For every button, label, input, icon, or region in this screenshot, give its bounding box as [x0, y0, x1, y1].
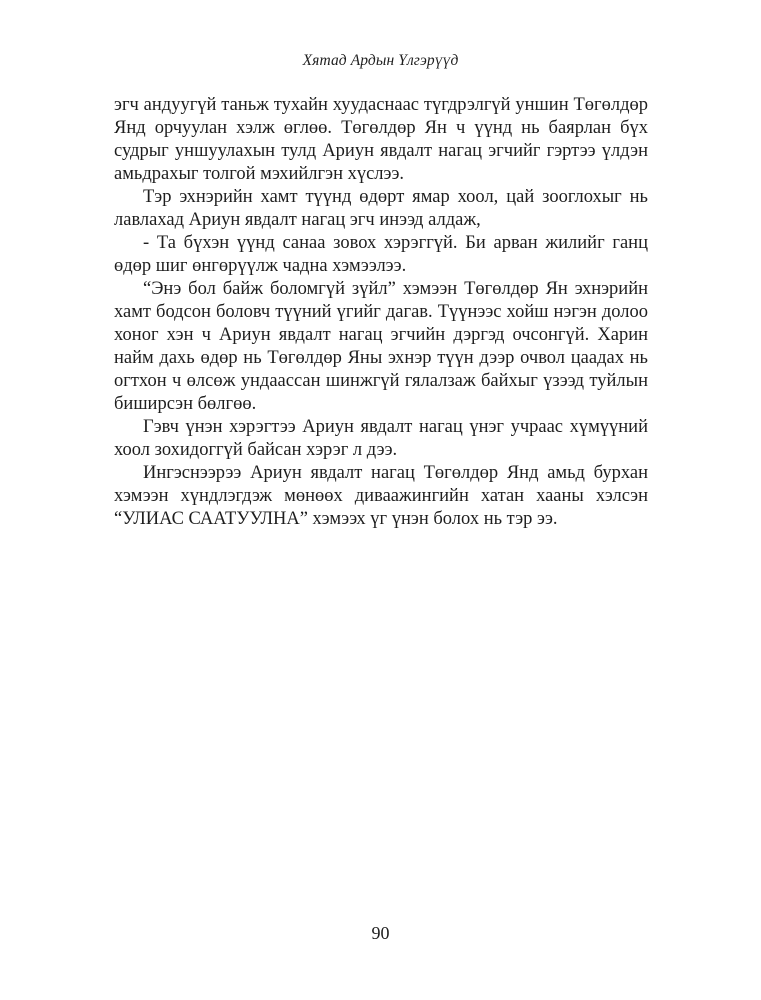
page-body [114, 94, 648, 531]
paragraph-4: “Энэ бол байж боломгүй зүйл” хэмээн Төгөлдөр Ян эхнэрийн хамт бодсон боловч түүний үгийг дагав. Түүнээс хойш нэгэн долоо хоног хэн ч Ариун явдалт нагац эгчийн дэргэд очсонгүй. Харин найм дахь өдөр нь Төгөлдөр Яны эхнэр түүн дээр очвол цаадах нь огтхон ч өлсөж ундаассан шинжгүй гялалзаж байхыг үзээд туйлын биширсэн бөлгөө. [114, 279, 648, 414]
paragraph-6: Ингэснээрээ Ариун явдалт нагац Төгөлдөр Янд амьд бурхан хэмээн хүндлэгдэж мөнөөх диваажингийн хатан хааны хэлсэн “УЛИАС СААТУУЛНА” хэмээх үг үнэн болох нь тэр ээ. [114, 463, 648, 529]
paragraph-1: эгч андуугүй таньж тухайн хуудаснаас түгдрэлгүй уншин Төгөлдөр Янд орчуулан хэлж өглөө. Төгөлдөр Ян ч үүнд нь баярлан бүх судрыг уншуулахын тулд Ариун явдалт нагац эгчийг гэртээ үлдэн амьдрахыг толгой мэхийлгэн хүслээ. [114, 95, 648, 184]
paragraph-3: - Та бүхэн үүнд санаа зовох хэрэггүй. Би арван жилийг ганц өдөр шиг өнгөрүүлж чадна хэмээлээ. [114, 233, 648, 276]
running-header: Хятад Ардын Үлгэрүүд [302, 52, 459, 69]
page-number: 90 [371, 923, 390, 943]
paragraph-2: Тэр эхнэрийн хамт түүнд өдөрт ямар хоол, цай зооглохыг нь лавлахад Ариун явдалт нагац эгч инээд алдаж, [114, 187, 648, 230]
paragraph-5: Гэвч үнэн хэрэгтээ Ариун явдалт нагац үнэг учраас хүмүүний хоол зохидоггүй байсан хэрэг л дээ. [114, 417, 648, 460]
